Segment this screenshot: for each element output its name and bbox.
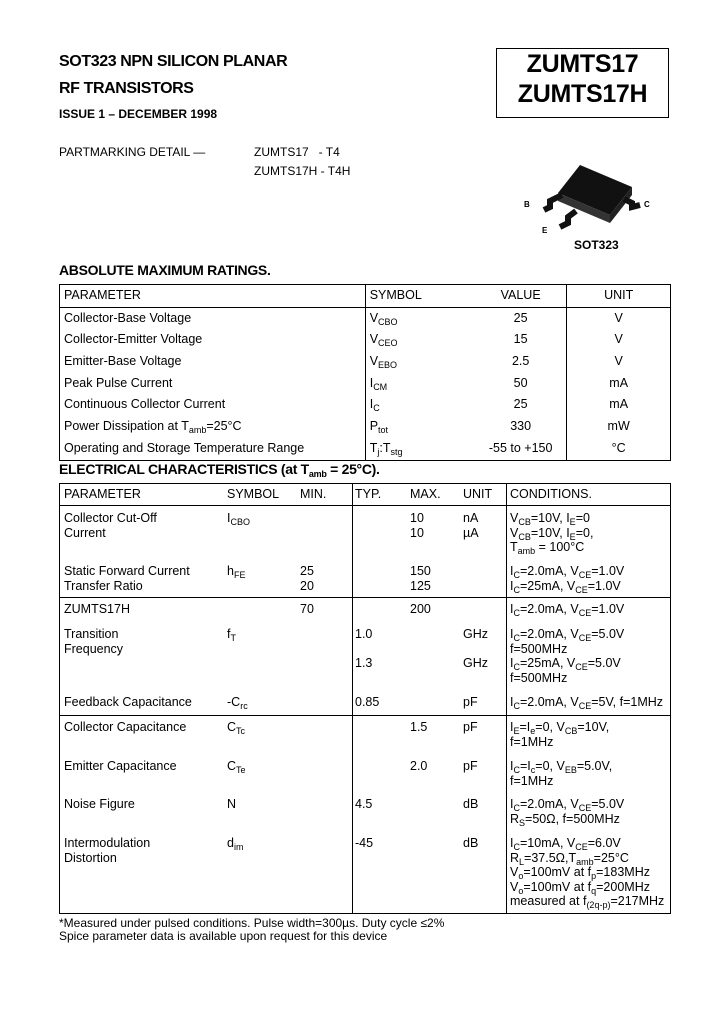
ec-header-sym: SYMBOL	[227, 487, 280, 501]
ec-unit: pF	[463, 720, 478, 734]
abs-max-row	[60, 373, 671, 395]
abs-max-row	[60, 307, 671, 329]
ec-max: 150 125	[410, 564, 431, 593]
abs-max-value: 25	[513, 397, 528, 412]
ec-unit: GHz	[463, 627, 488, 641]
ec-symbol: $d_{im}$	[227, 836, 244, 852]
abs-max-param: Operating and Storage Temperature Range	[64, 440, 305, 455]
abs-max-symbol: $I_{CM}$	[365, 373, 475, 395]
abs-max-title: ABSOLUTE MAXIMUM RATINGS.	[59, 262, 271, 278]
abs-max-symbol: $V_{CBO}$	[365, 307, 475, 329]
ec-max: 2.0	[410, 759, 428, 773]
abs-max-header-row	[60, 285, 671, 308]
package-label: SOT323	[574, 238, 619, 252]
header-symbol: SYMBOL	[365, 285, 475, 308]
ec-unit: pF	[463, 695, 478, 709]
ec-conditions: $I_C=2.0mA$, $V_{CE}=5.0V$ $R_S=50\Omega$, f=500MHz	[510, 797, 625, 828]
ec-symbol: $f_T$	[227, 627, 236, 643]
abs-max-value: 2.5	[511, 354, 530, 369]
ec-conditions: $I_C=2.0mA$, $V_{CE}=1.0V$ $I_C=25mA$, $V_{CE}=1.0V$	[510, 564, 625, 595]
ec-conditions: $I_C=10mA$, $V_{CE}=6.0V$ $R_L=37.5\Omega,T_{amb}=25^\circ C$ $V_o=100mV$ at $f_p=183MHz$ $V_o=100mV$ at $f_q=200MHz$ measured at $f_{(2q-p)}=217MHz$	[510, 836, 665, 910]
ec-conditions: $I_E=I_e=0$, $V_{CB}=10V$, f=1MHz	[510, 720, 610, 749]
ec-conditions: $I_C=25mA$, $V_{CE}=5.0V$ f=500MHz	[510, 656, 621, 685]
footnote-pulsed: *Measured under pulsed conditions. Pulse width=300µs. Duty cycle ≤2%	[59, 916, 445, 930]
ec-typ: 4.5	[355, 797, 373, 811]
part-number-2: ZUMTS17H	[517, 80, 648, 108]
abs-max-param: Emitter-Base Voltage	[64, 354, 182, 369]
footnote-spice: Spice parameter data is available upon request for this device	[59, 929, 388, 943]
ec-max: 200	[410, 602, 431, 616]
ec-symbol: $-C_{rc}$	[227, 695, 248, 711]
ec-min: 25 20	[300, 564, 314, 593]
abs-max-table	[59, 284, 671, 461]
abs-max-row	[60, 394, 671, 416]
ec-typ: 1.0	[355, 627, 373, 641]
part-number-box	[496, 48, 669, 118]
pin-e-label: E	[542, 226, 548, 235]
abs-max-value: 25	[513, 310, 528, 325]
ec-header-max: MAX.	[410, 487, 441, 501]
title-line1: SOT323 NPN SILICON PLANAR	[59, 53, 288, 70]
ec-max: 10 10	[410, 511, 424, 540]
ec-param: Static Forward Current Transfer Ratio	[64, 564, 190, 593]
ec-unit: pF	[463, 759, 478, 773]
issue-date: ISSUE 1 – DECEMBER 1998	[59, 107, 218, 121]
ec-param: Intermodulation Distortion	[64, 836, 151, 865]
header-unit: UNIT	[567, 285, 671, 308]
ec-param: Feedback Capacitance	[64, 695, 192, 709]
abs-max-param: Collector-Base Voltage	[64, 310, 192, 325]
ec-symbol: $C_{Te}$	[227, 759, 246, 775]
ec-conditions: $V_{CB}=10V$, $I_E=0$ $V_{CB}=10V$, $I_E=0$, $T_{amb} = 100^\circ C$	[510, 511, 594, 556]
elec-title: ELECTRICAL CHARACTERISTICS (at $T_{amb} = 25^\circ C$).	[59, 461, 380, 479]
abs-max-value: 50	[513, 375, 528, 390]
ec-param: Collector Cut-Off Current	[64, 511, 157, 540]
title-line2: RF TRANSISTORS	[59, 80, 194, 97]
ec-conditions: $I_C=2.0mA$, $V_{CE}=5.0V$ f=500MHz	[510, 627, 625, 656]
sot323-package-drawing	[520, 155, 660, 255]
ec-header-param: PARAMETER	[64, 487, 141, 501]
abs-max-value: 330	[510, 419, 532, 434]
abs-max-symbol: $V_{CEO}$	[365, 329, 475, 351]
ec-param: ZUMTS17H	[64, 602, 130, 616]
ec-symbol: N	[227, 797, 237, 811]
ec-max: 1.5	[410, 720, 428, 734]
ec-typ: 1.3	[355, 656, 373, 670]
ec-unit: dB	[463, 797, 479, 811]
header-value: VALUE	[475, 285, 567, 308]
ec-header-min: MIN.	[300, 487, 327, 501]
abs-max-row	[60, 351, 671, 373]
ec-typ: -45	[355, 836, 374, 850]
abs-max-param: Collector-Emitter Voltage	[64, 332, 203, 347]
abs-max-unit: mA	[567, 373, 671, 395]
abs-max-row	[60, 329, 671, 351]
abs-max-unit: °C	[567, 438, 671, 460]
abs-max-symbol: $I_C$	[365, 394, 475, 416]
abs-max-param: Peak Pulse Current	[64, 375, 173, 390]
ec-conditions: $I_C=I_c=0$, $V_{EB}=5.0V$, f=1MHz	[510, 759, 613, 788]
ec-symbol: $C_{Tc}$	[227, 720, 246, 736]
ec-unit: nA µA	[463, 511, 479, 540]
ec-unit: GHz	[463, 656, 488, 670]
abs-max-row	[60, 438, 671, 460]
abs-max-param: Power Dissipation at $T_{amb}=25^\circ C$	[64, 419, 242, 436]
ec-symbol: $h_{FE}$	[227, 564, 246, 580]
abs-max-unit: V	[567, 307, 671, 329]
abs-max-param: Continuous Collector Current	[64, 397, 226, 412]
partmarking-line1: ZUMTS17 - T4	[254, 145, 340, 159]
part-number-1: ZUMTS17	[526, 50, 639, 78]
abs-max-symbol: $T_j:T_{stg}$	[365, 438, 475, 460]
ec-min: 70	[300, 602, 314, 616]
ec-param: Noise Figure	[64, 797, 135, 811]
ec-unit: dB	[463, 836, 479, 850]
ec-param: Emitter Capacitance	[64, 759, 177, 773]
ec-header-typ: TYP.	[355, 487, 382, 501]
elec-table	[59, 483, 671, 914]
ec-symbol: $I_{CBO}$	[227, 511, 250, 527]
pin-b-label: B	[524, 200, 530, 209]
ec-param: Transition Frequency	[64, 627, 124, 656]
ec-header-unit: UNIT	[463, 487, 493, 501]
abs-max-unit: V	[567, 351, 671, 373]
ec-typ: 0.85	[355, 695, 380, 709]
abs-max-value: 15	[513, 332, 528, 347]
abs-max-unit: mA	[567, 394, 671, 416]
header-parameter: PARAMETER	[60, 285, 366, 308]
abs-max-unit: V	[567, 329, 671, 351]
abs-max-symbol: $P_{tot}$	[365, 416, 475, 438]
pin-c-label: C	[644, 200, 650, 209]
ec-conditions: $I_C=2.0mA$, $V_{CE}=5V$, f=1MHz	[510, 695, 664, 711]
abs-max-unit: mW	[567, 416, 671, 438]
abs-max-row	[60, 416, 671, 438]
partmarking-label: PARTMARKING DETAIL —	[59, 145, 206, 159]
ec-param: Collector Capacitance	[64, 720, 187, 734]
ec-conditions: $I_C=2.0mA$, $V_{CE}=1.0V$	[510, 602, 625, 618]
abs-max-symbol: $V_{EBO}$	[365, 351, 475, 373]
abs-max-value: -55 to +150	[488, 440, 553, 455]
ec-header-cond: CONDITIONS.	[510, 487, 592, 501]
partmarking-line2: ZUMTS17H - T4H	[254, 164, 351, 178]
